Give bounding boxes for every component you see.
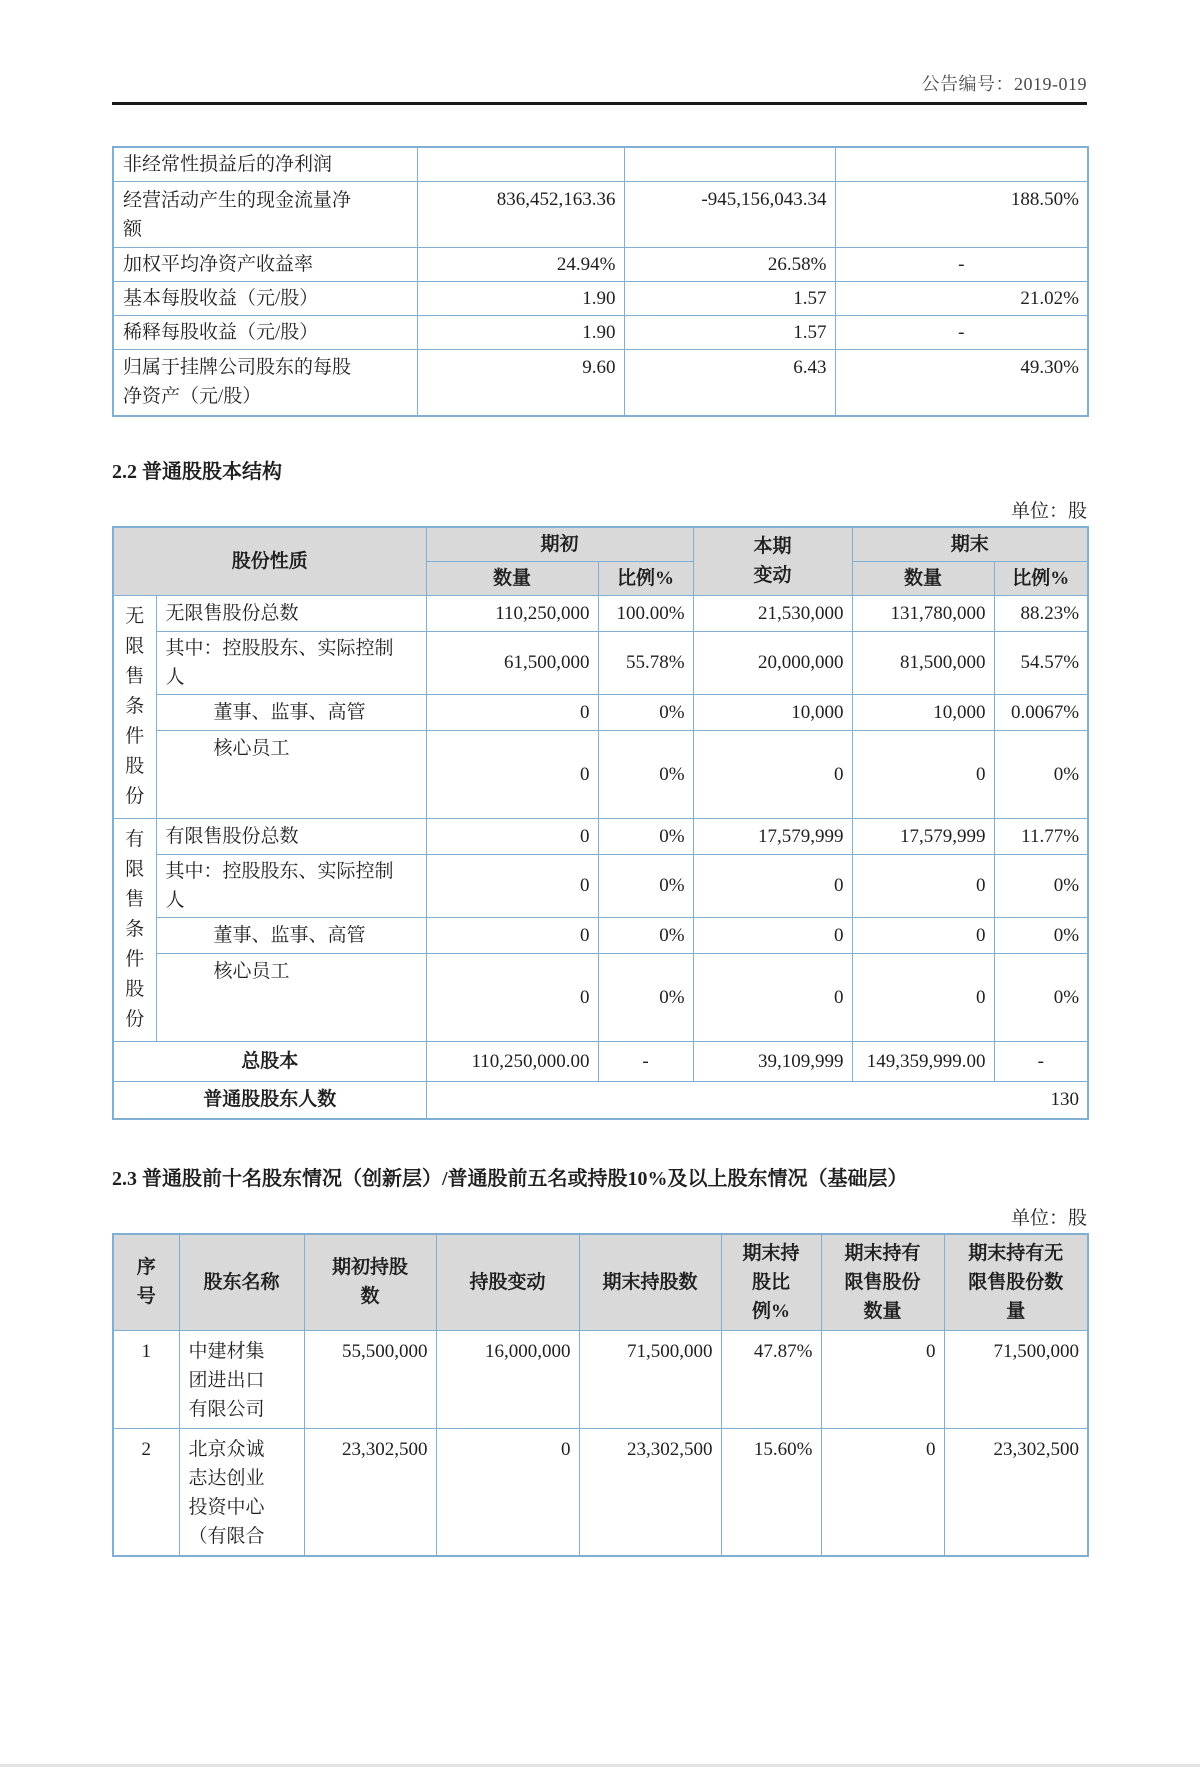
- period-change: 10,000: [693, 694, 852, 730]
- qty-begin: 0: [426, 917, 598, 953]
- prior-value: 1.57: [624, 316, 835, 350]
- period-change: 21,530,000: [693, 595, 852, 631]
- table-row: [113, 282, 1088, 316]
- change-value: -: [835, 316, 1088, 350]
- shareholder-name: 北京众诚志达创业投资中心（有限合: [179, 1428, 304, 1556]
- ratio-end: 0%: [994, 953, 1088, 1041]
- change-value: -: [835, 248, 1088, 282]
- ratio-begin: 0%: [598, 818, 693, 854]
- header-end-ratio: 期末持股比例%: [721, 1234, 821, 1330]
- current-value: 1.90: [417, 316, 624, 350]
- qty-end: 17,579,999: [852, 818, 994, 854]
- table-row: [113, 248, 1088, 282]
- metric-label: 基本每股收益（元/股）: [113, 282, 417, 316]
- table-row: [113, 595, 1088, 631]
- prior-value: -945,156,043.34: [624, 182, 835, 248]
- header-end-unrestricted: 期末持有无限售股份数量: [944, 1234, 1088, 1330]
- ratio-begin: 100.00%: [598, 595, 693, 631]
- header-period-end: 期末: [852, 527, 1088, 562]
- period-change: 17,579,999: [693, 818, 852, 854]
- qty-begin: 110,250,000.00: [426, 1041, 598, 1081]
- table-row: [113, 182, 1088, 248]
- header-qty-begin: 数量: [426, 561, 598, 595]
- row-label: 董事、监事、高管: [156, 917, 426, 953]
- current-value: 836,452,163.36: [417, 182, 624, 248]
- unit-note: 单位：股: [1010, 500, 1087, 522]
- table-row: [113, 316, 1088, 350]
- ratio-begin: 55.78%: [598, 631, 693, 694]
- ratio-end: 0%: [994, 854, 1088, 917]
- table-row: [113, 147, 1088, 182]
- header-share-nature: 股份性质: [113, 527, 426, 596]
- qty-end: 149,359,999.00: [852, 1041, 994, 1081]
- table-row: [113, 854, 1088, 917]
- end-holding: 23,302,500: [579, 1428, 721, 1556]
- period-change: 0: [693, 953, 852, 1041]
- end-ratio: 47.87%: [721, 1330, 821, 1428]
- end-restricted: 0: [821, 1428, 944, 1556]
- prior-value: 1.57: [624, 282, 835, 316]
- row-label: 核心员工: [156, 730, 426, 818]
- end-ratio: 15.60%: [721, 1428, 821, 1556]
- holders-count-value: 130: [426, 1081, 1088, 1119]
- qty-begin: 61,500,000: [426, 631, 598, 694]
- row-index: 2: [113, 1428, 179, 1556]
- prior-value: 26.58%: [624, 248, 835, 282]
- row-label: 无限售股份总数: [156, 595, 426, 631]
- begin-holding: 55,500,000: [304, 1330, 436, 1428]
- total-label: 总股本: [113, 1041, 426, 1081]
- shareholder-name: 中建材集团进出口有限公司: [179, 1330, 304, 1428]
- change-value: 188.50%: [835, 182, 1088, 248]
- header-period-begin: 期初: [426, 527, 693, 562]
- period-change: 20,000,000: [693, 631, 852, 694]
- period-change: 0: [693, 917, 852, 953]
- holders-count-row: [113, 1081, 1088, 1119]
- end-unrestricted: 23,302,500: [944, 1428, 1088, 1556]
- header-end-restricted: 期末持有限售股份数量: [821, 1234, 944, 1330]
- current-value: 24.94%: [417, 248, 624, 282]
- holders-count-label: 普通股股东人数: [113, 1081, 426, 1119]
- prior-value: 6.43: [624, 350, 835, 416]
- metric-label: 非经常性损益后的净利润: [113, 147, 417, 182]
- page-content: [112, 70, 1087, 1557]
- ratio-end: 0%: [994, 730, 1088, 818]
- begin-holding: 23,302,500: [304, 1428, 436, 1556]
- table-row: [113, 730, 1088, 818]
- ratio-begin: -: [598, 1041, 693, 1081]
- holding-change: 16,000,000: [436, 1330, 579, 1428]
- qty-end: 0: [852, 730, 994, 818]
- row-label: 有限售股份总数: [156, 818, 426, 854]
- end-holding: 71,500,000: [579, 1330, 721, 1428]
- top-shareholders-table: [112, 1233, 1089, 1557]
- share-structure-table: [112, 526, 1089, 1121]
- header-index: 序号: [113, 1234, 179, 1330]
- row-label: 其中：控股股东、实际控制人: [156, 631, 426, 694]
- table-row: [113, 1330, 1088, 1428]
- announcement-number: 公告编号：2019-019: [921, 74, 1087, 94]
- qty-begin: 0: [426, 953, 598, 1041]
- table-row: [113, 1428, 1088, 1556]
- qty-begin: 0: [426, 730, 598, 818]
- header-holding-change: 持股变动: [436, 1234, 579, 1330]
- qty-end: 81,500,000: [852, 631, 994, 694]
- total-row: [113, 1041, 1088, 1081]
- current-value: 1.90: [417, 282, 624, 316]
- metric-label: 稀释每股收益（元/股）: [113, 316, 417, 350]
- row-label: 董事、监事、高管: [156, 694, 426, 730]
- qty-begin: 0: [426, 818, 598, 854]
- header-divider-line: [112, 102, 1087, 105]
- header-period-change: 本期变动: [693, 527, 852, 596]
- qty-end: 131,780,000: [852, 595, 994, 631]
- qty-begin: 0: [426, 694, 598, 730]
- table-row: [113, 694, 1088, 730]
- section-title-2-3: 2.3 普通股前十名股东情况（创新层）/普通股前五名或持股10%及以上股东情况（基础层）: [112, 1168, 908, 1190]
- header-qty-end: 数量: [852, 561, 994, 595]
- current-value: 9.60: [417, 350, 624, 416]
- end-restricted: 0: [821, 1330, 944, 1428]
- ratio-begin: 0%: [598, 854, 693, 917]
- unit-note: 单位：股: [1010, 1208, 1087, 1229]
- change-value: 21.02%: [835, 282, 1088, 316]
- qty-end: 0: [852, 854, 994, 917]
- qty-end: 0: [852, 917, 994, 953]
- table-header-row: [113, 527, 1088, 562]
- row-index: 1: [113, 1330, 179, 1428]
- ratio-end: 0%: [994, 917, 1088, 953]
- metric-label: 加权平均净资产收益率: [113, 248, 417, 282]
- period-change: 0: [693, 854, 852, 917]
- metric-label: 经营活动产生的现金流量净额: [113, 182, 417, 248]
- ratio-end: 54.57%: [994, 631, 1088, 694]
- qty-begin: 110,250,000: [426, 595, 598, 631]
- ratio-end: -: [994, 1041, 1088, 1081]
- holding-change: 0: [436, 1428, 579, 1556]
- ratio-begin: 0%: [598, 953, 693, 1041]
- ratio-end: 88.23%: [994, 595, 1088, 631]
- summary-table: [112, 146, 1089, 417]
- header-shareholder-name: 股东名称: [179, 1234, 304, 1330]
- ratio-begin: 0%: [598, 917, 693, 953]
- period-change: 0: [693, 730, 852, 818]
- change-value: 49.30%: [835, 350, 1088, 416]
- header-ratio-end: 比例%: [994, 561, 1088, 595]
- table-row: [113, 350, 1088, 416]
- current-value: [417, 147, 624, 182]
- change-value: [835, 147, 1088, 182]
- page: [0, 70, 1200, 1767]
- header-end-holding: 期末持股数: [579, 1234, 721, 1330]
- qty-begin: 0: [426, 854, 598, 917]
- qty-end: 0: [852, 953, 994, 1041]
- row-label: 其中：控股股东、实际控制人: [156, 854, 426, 917]
- table-row: [113, 818, 1088, 854]
- prior-value: [624, 147, 835, 182]
- end-unrestricted: 71,500,000: [944, 1330, 1088, 1428]
- table-row: [113, 631, 1088, 694]
- qty-end: 10,000: [852, 694, 994, 730]
- ratio-begin: 0%: [598, 694, 693, 730]
- metric-label: 归属于挂牌公司股东的每股净资产（元/股）: [113, 350, 417, 416]
- ratio-begin: 0%: [598, 730, 693, 818]
- section-title-2-2: 2.2 普通股股本结构: [112, 460, 282, 483]
- period-change: 39,109,999: [693, 1041, 852, 1081]
- table-row: [113, 917, 1088, 953]
- table-row: [113, 953, 1088, 1041]
- table-header-row: [113, 1234, 1088, 1330]
- header-begin-holding: 期初持股数: [304, 1234, 436, 1330]
- ratio-end: 11.77%: [994, 818, 1088, 854]
- header-ratio-begin: 比例%: [598, 561, 693, 595]
- group-label-restricted: 有限售条件股份: [113, 818, 156, 1041]
- group-label-unrestricted: 无限售条件股份: [113, 595, 156, 818]
- ratio-end: 0.0067%: [994, 694, 1088, 730]
- row-label: 核心员工: [156, 953, 426, 1041]
